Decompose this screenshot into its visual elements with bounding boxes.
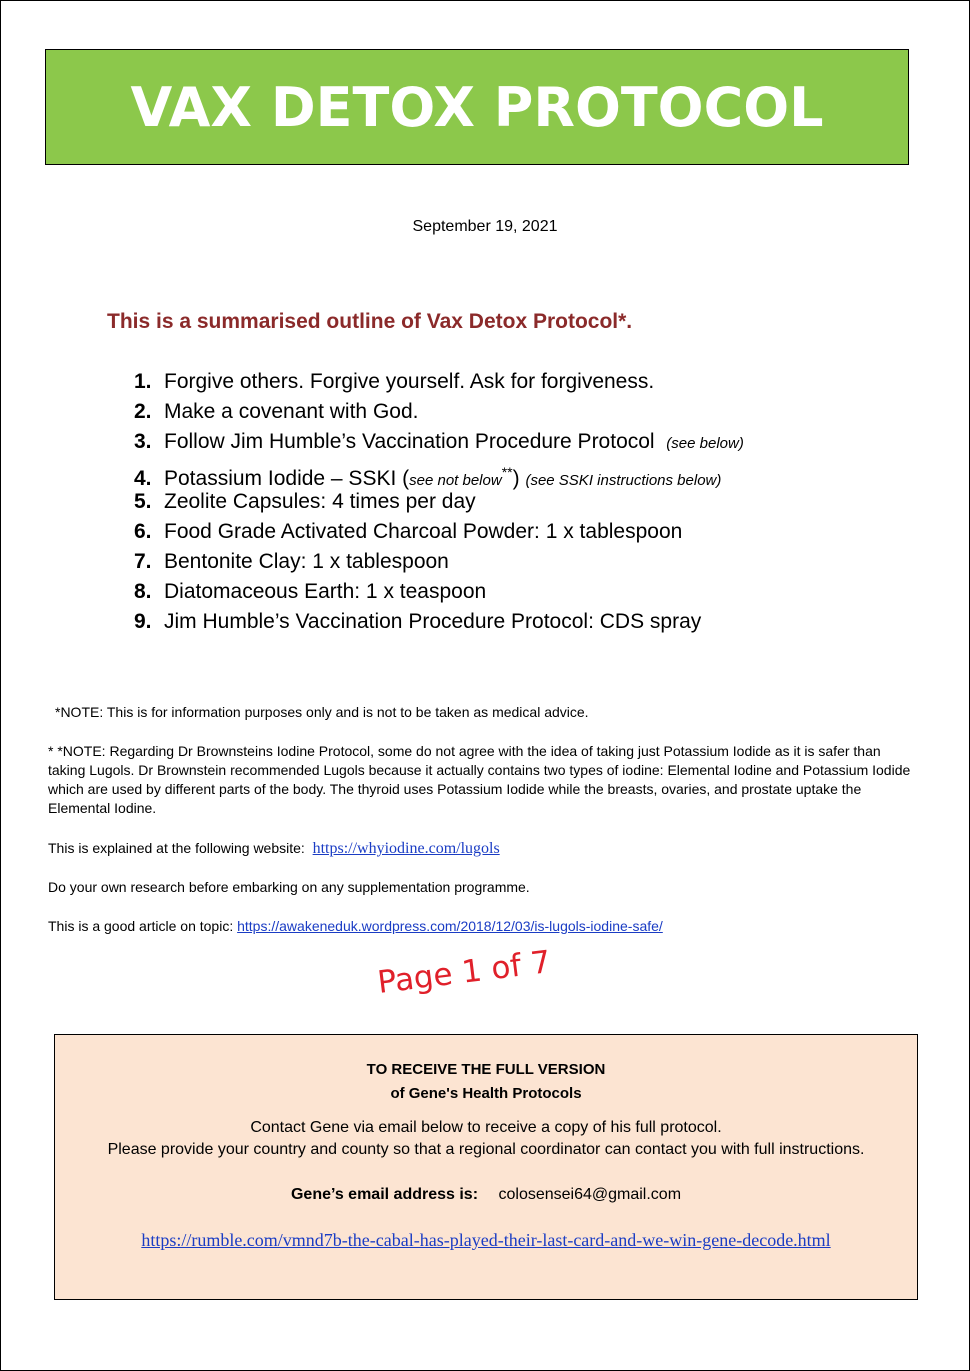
email-address[interactable]: colosensei64@gmail.com [498, 1186, 682, 1203]
step-text: Jim Humble’s Vaccination Procedure Protocol: CDS spray [164, 610, 702, 633]
rumble-row [55, 1230, 917, 1251]
step-aside: (see below) [666, 435, 744, 452]
list-item [134, 429, 744, 459]
step-text: Potassium Iodide – SSKI ( [164, 467, 410, 490]
step-text: Zeolite Capsules: 4 times per day [164, 490, 476, 513]
rumble-link[interactable]: https://rumble.com/vmnd7b-the-cabal-has-played-their-last-card-and-we-win-gene-decode.html [141, 1230, 831, 1250]
email-row [55, 1186, 917, 1204]
page-marker: Page 1 of 7 [375, 944, 553, 1001]
article-note-text: This is a good article on topic: [48, 918, 234, 934]
list-item [134, 609, 744, 639]
step-aside: (see SSKI instructions below) [525, 472, 722, 489]
promo-line-1: Contact Gene via email below to receive a copy of his full protocol. [250, 1119, 722, 1136]
step-sup: ** [501, 464, 513, 480]
list-item [134, 459, 744, 489]
email-label: Gene’s email address is: [290, 1186, 479, 1203]
list-item [134, 519, 744, 549]
full-version-box [54, 1034, 918, 1300]
step-text-small: see not below [409, 472, 502, 489]
title-banner [45, 49, 909, 165]
step-number: 7. [134, 550, 152, 573]
website-note-text: This is explained at the following website: [48, 840, 305, 856]
step-number: 5. [134, 490, 152, 513]
step-text-close: ) [512, 467, 520, 490]
article-link[interactable]: https://awakeneduk.wordpress.com/2018/12/03/is-lugols-iodine-safe/ [237, 918, 663, 934]
article-note [48, 917, 920, 936]
promo-line-2: Please provide your country and county so that a regional coordinator can contact you with full instructions. [107, 1141, 865, 1158]
promo-subheading: of Gene's Health Protocols [390, 1085, 582, 1102]
step-text: Bentonite Clay: 1 x tablespoon [164, 550, 449, 573]
step-number: 4. [134, 467, 152, 490]
list-item [134, 549, 744, 579]
whyiodine-link[interactable]: https://whyiodine.com/lugols [312, 840, 500, 857]
website-note [48, 839, 920, 858]
step-text: Forgive others. Forgive yourself. Ask for forgiveness. [164, 370, 655, 393]
list-item [134, 369, 744, 399]
step-number: 6. [134, 520, 152, 543]
step-text: Make a covenant with God. [164, 400, 419, 423]
research-note: Do your own research before embarking on any supplementation programme. [48, 879, 530, 895]
document-date: September 19, 2021 [412, 218, 558, 235]
step-number: 9. [134, 610, 152, 633]
promo-heading: TO RECEIVE THE FULL VERSION [366, 1061, 606, 1078]
list-item [134, 489, 744, 519]
medical-disclaimer: *NOTE: This is for information purposes only and is not to be taken as medical advice. [55, 704, 589, 720]
page-title: VAX DETOX PROTOCOL [130, 75, 824, 139]
intro-heading: This is a summarised outline of Vax Detox Protocol*. [107, 310, 633, 333]
step-text: Follow Jim Humble’s Vaccination Procedure Protocol [164, 430, 655, 453]
step-text: Food Grade Activated Charcoal Powder: 1 x tablespoon [164, 520, 683, 543]
step-number: 2. [134, 400, 152, 423]
step-number: 1. [134, 370, 152, 393]
list-item [134, 399, 744, 429]
step-number: 3. [134, 430, 152, 453]
iodine-note: * *NOTE: Regarding Dr Brownsteins Iodine Protocol, some do not agree with the idea of taking just Potassium Iodide as it is safer than taking Lugols. Dr Brownstein recommended Lugols because it actually contains two types of iodine: Elemental Iodine and Potassium Iodide which are used by different parts of the body. The thyroid uses Potassium Iodide while the breasts, ovaries, and prostate uptake the Elemental Iodine. [48, 743, 911, 816]
protocol-steps [134, 369, 744, 639]
step-number: 8. [134, 580, 152, 603]
step-text: Diatomaceous Earth: 1 x teaspoon [164, 580, 487, 603]
list-item [134, 579, 744, 609]
